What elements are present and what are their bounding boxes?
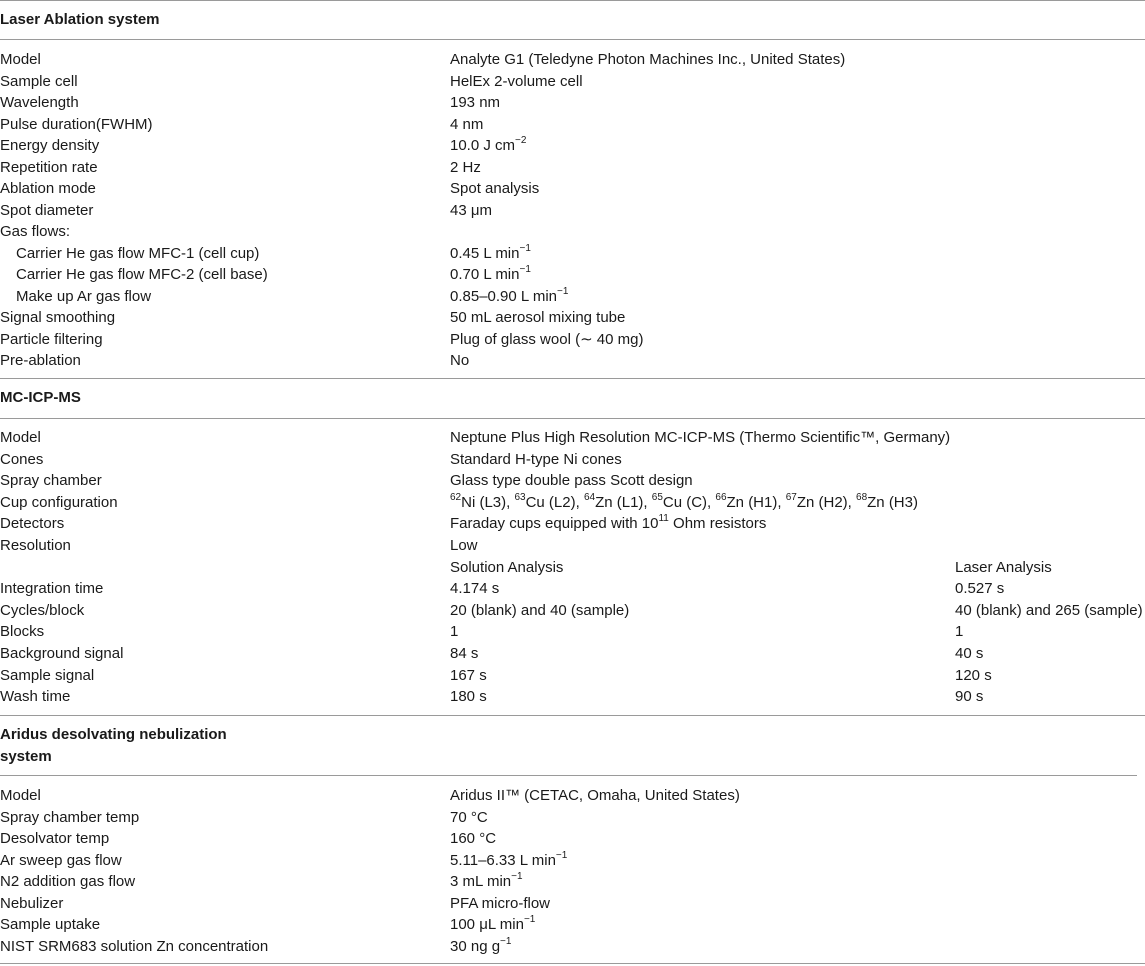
parameter-label: Carrier He gas flow MFC-1 (cell cup) bbox=[16, 244, 260, 262]
section-title-aridus: Aridus desolvating nebulization system bbox=[0, 726, 227, 765]
top-rule bbox=[0, 0, 1145, 1]
text-run: Cu (L2), bbox=[525, 493, 584, 511]
text-run: Zn (H3) bbox=[867, 493, 918, 511]
parameter-label: Wash time bbox=[0, 688, 71, 706]
text-run: Ohm resistors bbox=[668, 515, 767, 533]
parameter-value: Solution Analysis bbox=[450, 558, 564, 576]
parameter-value: Analyte G1 (Teledyne Photon Machines Inc., United States) bbox=[450, 51, 846, 68]
parameter-value: Plug of glass wool (∼ 40 mg) bbox=[450, 330, 644, 348]
table-row bbox=[0, 850, 1145, 872]
section-rule bbox=[0, 418, 1145, 419]
table-row bbox=[0, 427, 1145, 449]
parameter-value bbox=[450, 914, 535, 936]
parameter-label: Particle filtering bbox=[0, 330, 103, 348]
table-row bbox=[0, 686, 1145, 708]
parameter-label: Energy density bbox=[0, 137, 100, 154]
superscript: 11 bbox=[658, 513, 669, 525]
superscript: 62 bbox=[450, 491, 462, 503]
parameter-value: 20 (blank) and 40 (sample) bbox=[450, 601, 630, 619]
text-run: 0.45 L min bbox=[450, 244, 520, 262]
text-run: 0.70 L min bbox=[450, 266, 520, 283]
parameter-label: Blocks bbox=[0, 623, 45, 641]
table-row bbox=[0, 243, 1145, 265]
section-rule bbox=[0, 39, 1145, 40]
text-run: 0.85–0.90 L min bbox=[450, 287, 558, 305]
parameter-value bbox=[450, 243, 531, 265]
parameter-value bbox=[450, 264, 531, 286]
superscript: −2 bbox=[515, 135, 527, 146]
table-row bbox=[0, 286, 1145, 308]
parameter-value: 84 s bbox=[450, 645, 479, 662]
parameter-label: Spray chamber bbox=[0, 472, 102, 490]
parameter-value bbox=[450, 936, 511, 958]
text-run: Faraday cups equipped with 10 bbox=[450, 515, 659, 533]
superscript: −1 bbox=[523, 914, 536, 925]
table-row bbox=[0, 307, 1145, 329]
parameter-value: Aridus II™ (CETAC, Omaha, United States) bbox=[450, 787, 740, 804]
parameter-value: 2 Hz bbox=[450, 158, 481, 176]
parameter-value: 50 mL aerosol mixing tube bbox=[450, 309, 626, 326]
parameter-value-laser: 120 s bbox=[955, 666, 992, 684]
table-row bbox=[0, 49, 1145, 71]
parameter-value-laser: 40 s bbox=[955, 645, 984, 662]
superscript: 63 bbox=[514, 491, 526, 503]
table-row bbox=[0, 71, 1145, 93]
parameter-value: 180 s bbox=[450, 688, 487, 706]
table-row bbox=[0, 329, 1145, 351]
parameter-label: Gas flows: bbox=[0, 223, 71, 240]
parameter-value bbox=[450, 513, 766, 535]
text-run: 10.0 J cm bbox=[450, 137, 516, 154]
superscript: −1 bbox=[500, 935, 512, 947]
parameter-value: 160 °C bbox=[450, 830, 497, 847]
bottom-rule bbox=[0, 963, 1145, 964]
table-row bbox=[0, 557, 1145, 579]
table-row bbox=[0, 871, 1145, 893]
superscript: −1 bbox=[511, 871, 523, 882]
table-row bbox=[0, 135, 1145, 157]
parameter-label: Desolvator temp bbox=[0, 830, 110, 847]
parameter-value: 167 s bbox=[450, 666, 487, 684]
superscript: −1 bbox=[555, 849, 568, 861]
section-rule bbox=[0, 775, 1137, 776]
text-run: 100 μL min bbox=[450, 916, 524, 933]
parameter-label: Cones bbox=[0, 450, 44, 468]
parameter-label: Carrier He gas flow MFC-2 (cell base) bbox=[16, 266, 268, 283]
table-row bbox=[0, 157, 1145, 179]
table-row bbox=[0, 665, 1145, 687]
parameter-value: 4 nm bbox=[450, 115, 484, 133]
parameter-value bbox=[450, 135, 526, 157]
parameter-label: Pulse duration(FWHM) bbox=[0, 115, 153, 133]
superscript: 65 bbox=[651, 491, 663, 503]
parameter-label: Model bbox=[0, 429, 41, 446]
parameter-label: Spot diameter bbox=[0, 201, 94, 219]
superscript: −1 bbox=[519, 242, 531, 254]
parameter-label: N2 addition gas flow bbox=[0, 873, 136, 890]
table-row bbox=[0, 600, 1145, 622]
parameter-value bbox=[450, 871, 523, 893]
text-run: 3 mL min bbox=[450, 873, 512, 890]
parameter-label: Nebulizer bbox=[0, 894, 64, 912]
parameter-value: PFA micro-flow bbox=[450, 894, 551, 912]
table-row bbox=[0, 936, 1145, 958]
section-rule bbox=[0, 715, 1145, 716]
parameter-value bbox=[450, 850, 567, 872]
parameter-label: Resolution bbox=[0, 537, 71, 554]
text-run: Zn (L1), bbox=[595, 493, 652, 511]
parameter-value-laser: 1 bbox=[955, 623, 964, 641]
text-run: 30 ng g bbox=[450, 937, 501, 955]
table-row bbox=[0, 828, 1145, 850]
table-row bbox=[0, 92, 1145, 114]
superscript: −1 bbox=[519, 264, 531, 275]
superscript: 68 bbox=[856, 491, 868, 503]
parameter-label: Model bbox=[0, 787, 41, 804]
parameter-label: Ar sweep gas flow bbox=[0, 851, 122, 869]
table-row bbox=[0, 221, 1145, 243]
text-run: 5.11–6.33 L min bbox=[450, 851, 556, 869]
text-run: Cu (C), bbox=[662, 493, 716, 511]
table-row bbox=[0, 264, 1145, 286]
parameter-value-laser: 90 s bbox=[955, 688, 984, 706]
parameter-value: HelEx 2-volume cell bbox=[450, 72, 583, 90]
section-title-laser-ablation: Laser Ablation system bbox=[0, 11, 160, 28]
table-row bbox=[0, 513, 1145, 535]
table-row bbox=[0, 807, 1145, 829]
table-row bbox=[0, 470, 1145, 492]
parameter-value bbox=[450, 492, 918, 514]
parameter-label: Background signal bbox=[0, 645, 124, 662]
parameter-value: 4.174 s bbox=[450, 580, 500, 598]
table-row bbox=[0, 785, 1145, 807]
superscript: 67 bbox=[785, 491, 797, 503]
parameter-value-laser: 40 (blank) and 265 (sample) bbox=[955, 601, 1143, 619]
parameter-value: No bbox=[450, 352, 470, 369]
parameter-label: Spray chamber temp bbox=[0, 808, 140, 826]
section-rule bbox=[0, 378, 1145, 379]
parameter-value: Standard H-type Ni cones bbox=[450, 450, 622, 468]
table-row bbox=[0, 114, 1145, 136]
parameter-label: Make up Ar gas flow bbox=[16, 287, 152, 305]
parameter-value: Low bbox=[450, 537, 478, 554]
table-row bbox=[0, 200, 1145, 222]
table-row bbox=[0, 535, 1145, 557]
parameter-label: Sample cell bbox=[0, 72, 78, 90]
parameter-label: Ablation mode bbox=[0, 180, 96, 197]
parameter-value-laser: 0.527 s bbox=[955, 580, 1005, 598]
parameter-value: Glass type double pass Scott design bbox=[450, 472, 693, 490]
superscript: −1 bbox=[557, 285, 569, 297]
parameter-label: Pre-ablation bbox=[0, 352, 81, 369]
parameter-label: Sample uptake bbox=[0, 916, 101, 933]
parameter-label: Sample signal bbox=[0, 666, 95, 684]
parameter-value: 43 μm bbox=[450, 201, 492, 219]
table-row bbox=[0, 643, 1145, 665]
parameter-label: Detectors bbox=[0, 515, 65, 533]
parameter-value: 70 °C bbox=[450, 808, 488, 826]
text-run: Zn (H1), bbox=[726, 493, 786, 511]
parameter-label: Repetition rate bbox=[0, 158, 98, 176]
parameter-value bbox=[450, 286, 568, 308]
parameter-value: Spot analysis bbox=[450, 180, 540, 197]
table-row bbox=[0, 578, 1145, 600]
parameter-label: NIST SRM683 solution Zn concentration bbox=[0, 937, 269, 955]
parameter-value: Neptune Plus High Resolution MC-ICP-MS (Thermo Scientific™, Germany) bbox=[450, 429, 951, 446]
table-row bbox=[0, 914, 1145, 936]
table-row bbox=[0, 449, 1145, 471]
parameter-value: 1 bbox=[450, 623, 459, 641]
table-row bbox=[0, 893, 1145, 915]
parameter-label: Wavelength bbox=[0, 94, 79, 111]
parameter-label: Integration time bbox=[0, 580, 104, 598]
section-title-mc-icp-ms: MC-ICP-MS bbox=[0, 389, 81, 406]
parameter-label: Signal smoothing bbox=[0, 309, 116, 326]
superscript: 64 bbox=[583, 491, 596, 503]
table-row bbox=[0, 178, 1145, 200]
parameter-value-laser: Laser Analysis bbox=[955, 558, 1052, 576]
table-row bbox=[0, 621, 1145, 643]
parameter-value: 193 nm bbox=[450, 94, 501, 111]
parameter-label: Cycles/block bbox=[0, 601, 85, 619]
text-run: Zn (H2), bbox=[796, 493, 857, 511]
superscript: 66 bbox=[715, 491, 727, 503]
table-row bbox=[0, 350, 1145, 372]
text-run: Ni (L3), bbox=[461, 493, 515, 511]
parameter-label: Model bbox=[0, 51, 41, 68]
table-row bbox=[0, 492, 1145, 514]
parameter-label: Cup configuration bbox=[0, 493, 118, 511]
